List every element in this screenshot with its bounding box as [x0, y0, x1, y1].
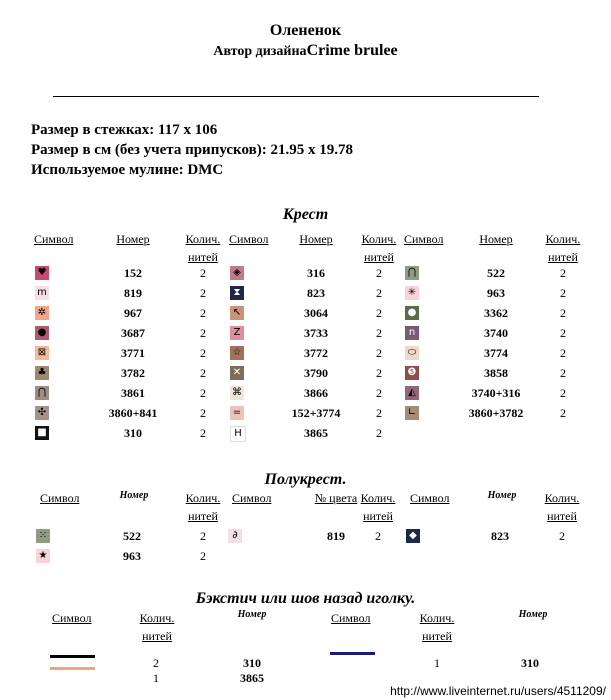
thread-count: 2	[376, 286, 382, 300]
floss-number: 310	[243, 656, 261, 670]
floss-number: 3687	[121, 326, 145, 340]
source-url: http://www.liveinternet.ru/users/4511209/	[390, 684, 606, 698]
color-symbol-icon: ⋂	[35, 386, 49, 400]
floss-number: 3740+316	[471, 386, 521, 400]
backstitch-line	[50, 667, 95, 670]
thread-count: 1	[434, 656, 440, 670]
author-line	[0, 42, 611, 60]
count-header-line2: нитей	[188, 509, 218, 523]
backstitch-line	[50, 655, 95, 658]
color-symbol-icon: ◆	[406, 529, 420, 543]
thread-count: 2	[559, 529, 565, 543]
thread-count: 2	[376, 406, 382, 420]
count-header	[183, 489, 223, 525]
count-header	[542, 489, 582, 525]
thread-count: 2	[200, 286, 206, 300]
thread-count: 2	[375, 529, 381, 543]
thread-count: 2	[560, 286, 566, 300]
count-header-line2: нитей	[422, 629, 452, 643]
size-cm: Размер в см (без учета припусков): 21.95 х 19.78	[31, 142, 353, 158]
color-symbol-icon: ❺	[405, 366, 419, 380]
thread-count: 2	[560, 366, 566, 380]
thread-count: 2	[200, 366, 206, 380]
color-symbol-icon: ◭	[405, 386, 419, 400]
color-symbol-icon: H	[230, 426, 246, 442]
color-symbol-icon: ⧗	[230, 286, 244, 300]
column-header: Номер	[116, 232, 150, 246]
color-symbol-icon: ♣	[35, 366, 49, 380]
floss-number: 3858	[484, 366, 508, 380]
color-symbol-icon: ∟	[405, 406, 419, 420]
count-header-line1: Колич.	[419, 611, 455, 625]
column-header: Символ	[229, 232, 269, 246]
count-header	[183, 230, 223, 266]
color-symbol-icon: ⬭	[405, 346, 419, 360]
half-cross-section-title: Полукрест.	[264, 471, 347, 488]
size-stitches: Размер в стежках: 117 х 106	[31, 122, 218, 138]
count-header-line1: Колич.	[360, 491, 396, 505]
color-symbol-icon: ✣	[35, 406, 49, 420]
count-header-line1: Колич.	[545, 232, 581, 246]
color-symbol-icon: m	[35, 286, 49, 300]
count-header-line2: нитей	[548, 250, 578, 264]
floss-number: 819	[124, 286, 142, 300]
page-title: Олененок	[269, 22, 342, 39]
floss-number: 310	[521, 656, 539, 670]
thread-count: 2	[376, 346, 382, 360]
thread-count: 2	[376, 266, 382, 280]
floss-number: 152+3774	[291, 406, 341, 420]
floss-number: 3064	[304, 306, 328, 320]
divider	[53, 96, 539, 97]
thread-count: 2	[153, 656, 159, 670]
thread-count: 2	[200, 529, 206, 543]
floss-number: 819	[327, 529, 345, 543]
floss-number: 152	[124, 266, 142, 280]
count-header-line1: Колич.	[544, 491, 580, 505]
color-symbol-icon: ✕	[230, 366, 244, 380]
floss-number: 3733	[304, 326, 328, 340]
floss-number: 3774	[484, 346, 508, 360]
column-header: Номер	[487, 490, 517, 501]
thread-count: 2	[200, 406, 206, 420]
floss-brand: Используемое мулине: DMC	[31, 162, 224, 178]
author-label: Автор дизайна	[213, 44, 307, 59]
column-header: Символ	[410, 491, 450, 505]
thread-count: 2	[376, 326, 382, 340]
color-symbol-icon: ↖	[230, 306, 244, 320]
color-symbol-icon: ⌘	[232, 387, 242, 398]
floss-number: 823	[491, 529, 509, 543]
count-header-line2: нитей	[547, 509, 577, 523]
floss-number: 3865	[240, 671, 264, 685]
column-header: Символ	[40, 491, 80, 505]
column-header: Номер	[299, 232, 333, 246]
color-symbol-icon: ⋂	[405, 266, 419, 280]
floss-number: 963	[123, 549, 141, 563]
color-symbol-icon: ★	[36, 549, 50, 563]
color-symbol-icon: n	[405, 326, 419, 340]
floss-number: 3860+3782	[468, 406, 524, 420]
count-header	[359, 230, 399, 266]
thread-count: 1	[153, 671, 159, 685]
floss-number: 310	[124, 426, 142, 440]
floss-number: 963	[487, 286, 505, 300]
floss-number: 3865	[304, 426, 328, 440]
column-header: № цвета	[314, 491, 358, 505]
color-symbol-icon: ●	[405, 306, 419, 320]
floss-number: 3771	[121, 346, 145, 360]
floss-number: 3772	[304, 346, 328, 360]
column-header: Номер	[119, 490, 149, 501]
color-symbol-icon: ☆	[230, 346, 244, 360]
thread-count: 2	[560, 306, 566, 320]
thread-count: 2	[200, 386, 206, 400]
count-header	[543, 230, 583, 266]
count-header	[137, 609, 177, 645]
column-header: Символ	[34, 232, 74, 246]
floss-number: 3860+841	[108, 406, 158, 420]
color-symbol-icon: =	[230, 406, 244, 420]
count-header	[358, 489, 398, 525]
floss-number: 316	[307, 266, 325, 280]
author-name: Crime brulee	[306, 42, 398, 59]
count-header-line1: Колич.	[185, 491, 221, 505]
color-symbol-icon: ◈	[230, 266, 244, 280]
thread-count: 2	[560, 386, 566, 400]
column-header: Номер	[479, 232, 513, 246]
floss-number: 522	[487, 266, 505, 280]
backstitch-line	[330, 652, 375, 655]
floss-number: 3866	[304, 386, 328, 400]
count-header-line2: нитей	[363, 509, 393, 523]
thread-count: 2	[560, 346, 566, 360]
floss-number: 3861	[121, 386, 145, 400]
count-header	[417, 609, 457, 645]
thread-count: 2	[376, 426, 382, 440]
floss-number: 3782	[121, 366, 145, 380]
thread-count: 2	[200, 266, 206, 280]
thread-count: 2	[560, 266, 566, 280]
color-symbol-icon: ♥	[35, 266, 49, 280]
color-symbol-icon: ∂	[228, 529, 242, 543]
thread-count: 2	[200, 346, 206, 360]
column-header: Символ	[404, 232, 444, 246]
color-symbol-icon: ✳	[405, 286, 419, 300]
thread-count: 2	[200, 426, 206, 440]
thread-count: 2	[560, 326, 566, 340]
floss-number: 3362	[484, 306, 508, 320]
thread-count: 2	[200, 549, 206, 563]
column-header: Номер	[518, 609, 548, 620]
floss-number: 3790	[304, 366, 328, 380]
color-symbol-icon: ●	[35, 326, 49, 340]
count-header-line1: Колич.	[139, 611, 175, 625]
color-symbol-icon: ■	[35, 426, 49, 440]
count-header-line1: Колич.	[361, 232, 397, 246]
thread-count: 2	[560, 406, 566, 420]
color-symbol-icon: ✲	[35, 306, 49, 320]
count-header-line1: Колич.	[185, 232, 221, 246]
backstitch-section-title: Бэкстич или шов назад иголку.	[195, 590, 416, 607]
color-symbol-icon: Z	[230, 326, 244, 340]
count-header-line2: нитей	[142, 629, 172, 643]
color-symbol-icon: ⁙	[36, 529, 50, 543]
column-header: Символ	[331, 611, 371, 625]
color-symbol-icon: ⊠	[35, 346, 49, 360]
floss-number: 522	[123, 529, 141, 543]
thread-count: 2	[200, 306, 206, 320]
column-header: Символ	[52, 611, 92, 625]
thread-count: 2	[376, 306, 382, 320]
count-header-line2: нитей	[188, 250, 218, 264]
column-header: Символ	[232, 491, 272, 505]
thread-count: 2	[376, 386, 382, 400]
floss-number: 3740	[484, 326, 508, 340]
floss-number: 823	[307, 286, 325, 300]
floss-number: 967	[124, 306, 142, 320]
column-header: Номер	[237, 609, 267, 620]
thread-count: 2	[376, 366, 382, 380]
cross-section-title: Крест	[282, 206, 329, 223]
thread-count: 2	[200, 326, 206, 340]
count-header-line2: нитей	[364, 250, 394, 264]
